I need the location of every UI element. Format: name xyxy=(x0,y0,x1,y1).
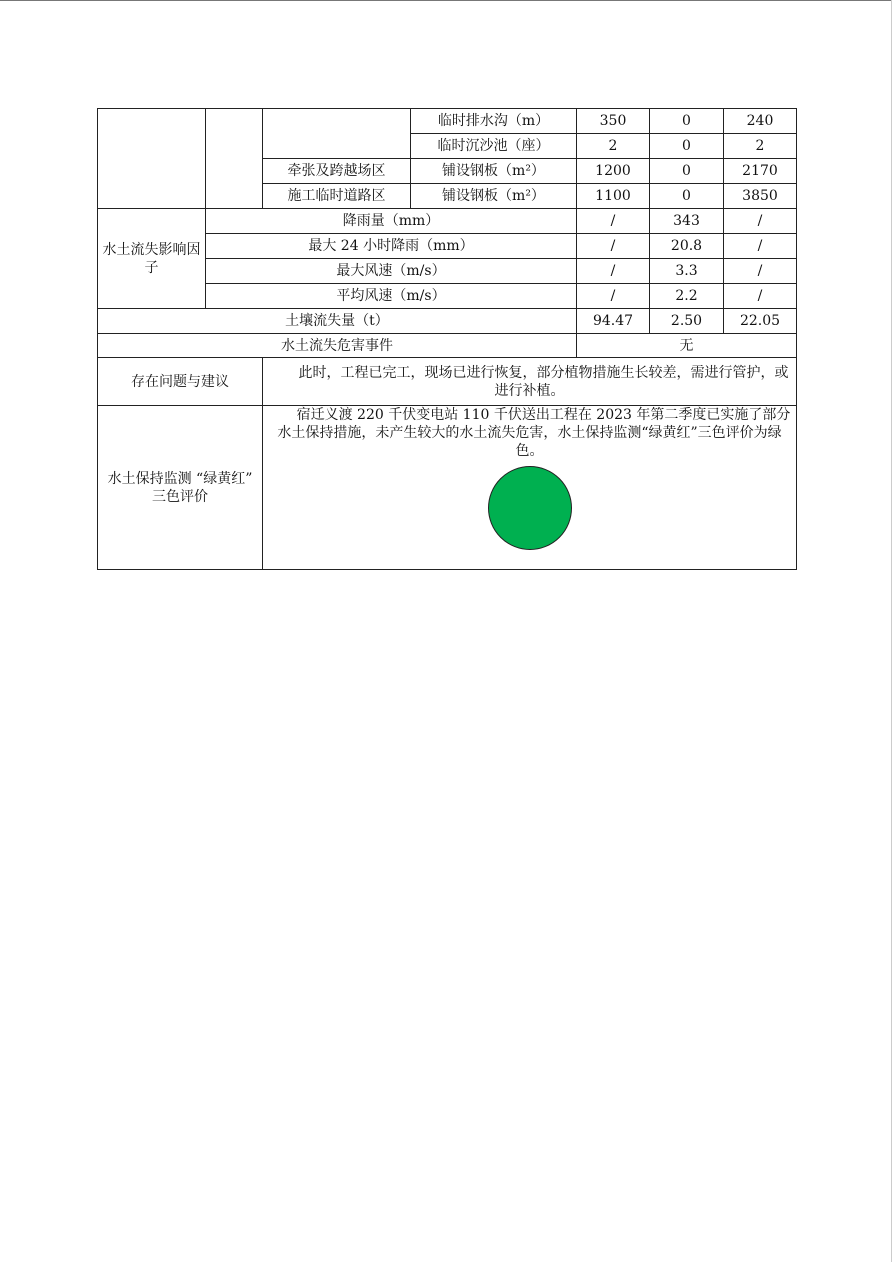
factor-label-cell: 最大风速（m/s） xyxy=(206,259,577,284)
hazard-value: 无 xyxy=(577,334,797,358)
current-value-cell: 2.2 xyxy=(650,284,724,309)
current-value-cell: 343 xyxy=(650,209,724,234)
area-cell xyxy=(263,109,411,159)
area-cell: 牵张及跨越场区 xyxy=(263,159,411,184)
measure-item-cell: 铺设钢板（m²） xyxy=(411,184,577,209)
cumulative-value-cell: / xyxy=(724,234,797,259)
planned-value-cell: / xyxy=(577,259,650,284)
cumulative-value-cell: / xyxy=(724,209,797,234)
current-value-cell: 0 xyxy=(650,184,724,209)
current-value-cell: 0 xyxy=(650,159,724,184)
issues-label: 存在问题与建议 xyxy=(98,358,263,406)
merged-cell-category xyxy=(98,109,206,209)
factor-label-cell: 降雨量（mm） xyxy=(206,209,577,234)
factors-group-label: 水土流失影响因子 xyxy=(98,209,206,309)
cumulative-value-cell: / xyxy=(724,259,797,284)
table-row xyxy=(98,309,797,334)
cumulative-value-cell: 2 xyxy=(724,134,797,159)
area-cell: 施工临时道路区 xyxy=(263,184,411,209)
evaluation-text: 宿迁义渡 220 千伏变电站 110 千伏送出工程在 2023 年第二季度已实施了部分水土保持措施，未产生较大的水土流失危害，水土保持监测“绿黄红”三色评价为绿色。 xyxy=(277,407,791,459)
cumulative-value-cell: 240 xyxy=(724,109,797,134)
evaluation-cell xyxy=(263,406,797,570)
current-value-cell: 2.50 xyxy=(650,309,724,334)
planned-value-cell: 1100 xyxy=(577,184,650,209)
planned-value-cell: 2 xyxy=(577,134,650,159)
table-row xyxy=(98,109,797,134)
current-value-cell: 3.3 xyxy=(650,259,724,284)
issues-text: 此时，工程已完工，现场已进行恢复，部分植物措施生长较差，需进行管护，或进行补植。 xyxy=(263,358,797,406)
table-row xyxy=(98,209,797,234)
factor-label-cell: 平均风速（m/s） xyxy=(206,284,577,309)
green-rating-circle xyxy=(488,466,572,550)
soil-loss-label: 土壤流失量（t） xyxy=(98,309,577,334)
measure-item-cell: 临时排水沟（m） xyxy=(411,109,577,134)
rating-circle-wrapper xyxy=(267,460,792,554)
table-row xyxy=(98,334,797,358)
table-row xyxy=(98,358,797,406)
table-row xyxy=(98,406,797,570)
current-value-cell: 20.8 xyxy=(650,234,724,259)
planned-value-cell: / xyxy=(577,284,650,309)
planned-value-cell: 350 xyxy=(577,109,650,134)
current-value-cell: 0 xyxy=(650,109,724,134)
cumulative-value-cell: 2170 xyxy=(724,159,797,184)
merged-cell-subcategory xyxy=(206,109,263,209)
evaluation-label: 水土保持监测 “绿黄红” 三色评价 xyxy=(98,406,263,570)
planned-value-cell: / xyxy=(577,234,650,259)
factor-label-cell: 最大 24 小时降雨（mm） xyxy=(206,234,577,259)
planned-value-cell: 1200 xyxy=(577,159,650,184)
measure-item-cell: 临时沉沙池（座） xyxy=(411,134,577,159)
current-value-cell: 0 xyxy=(650,134,724,159)
monitoring-report-table xyxy=(97,108,797,570)
planned-value-cell: / xyxy=(577,209,650,234)
page-top-border xyxy=(0,0,892,1)
hazard-label: 水土流失危害事件 xyxy=(98,334,577,358)
planned-value-cell: 94.47 xyxy=(577,309,650,334)
cumulative-value-cell: 3850 xyxy=(724,184,797,209)
cumulative-value-cell: / xyxy=(724,284,797,309)
measure-item-cell: 铺设钢板（m²） xyxy=(411,159,577,184)
cumulative-value-cell: 22.05 xyxy=(724,309,797,334)
